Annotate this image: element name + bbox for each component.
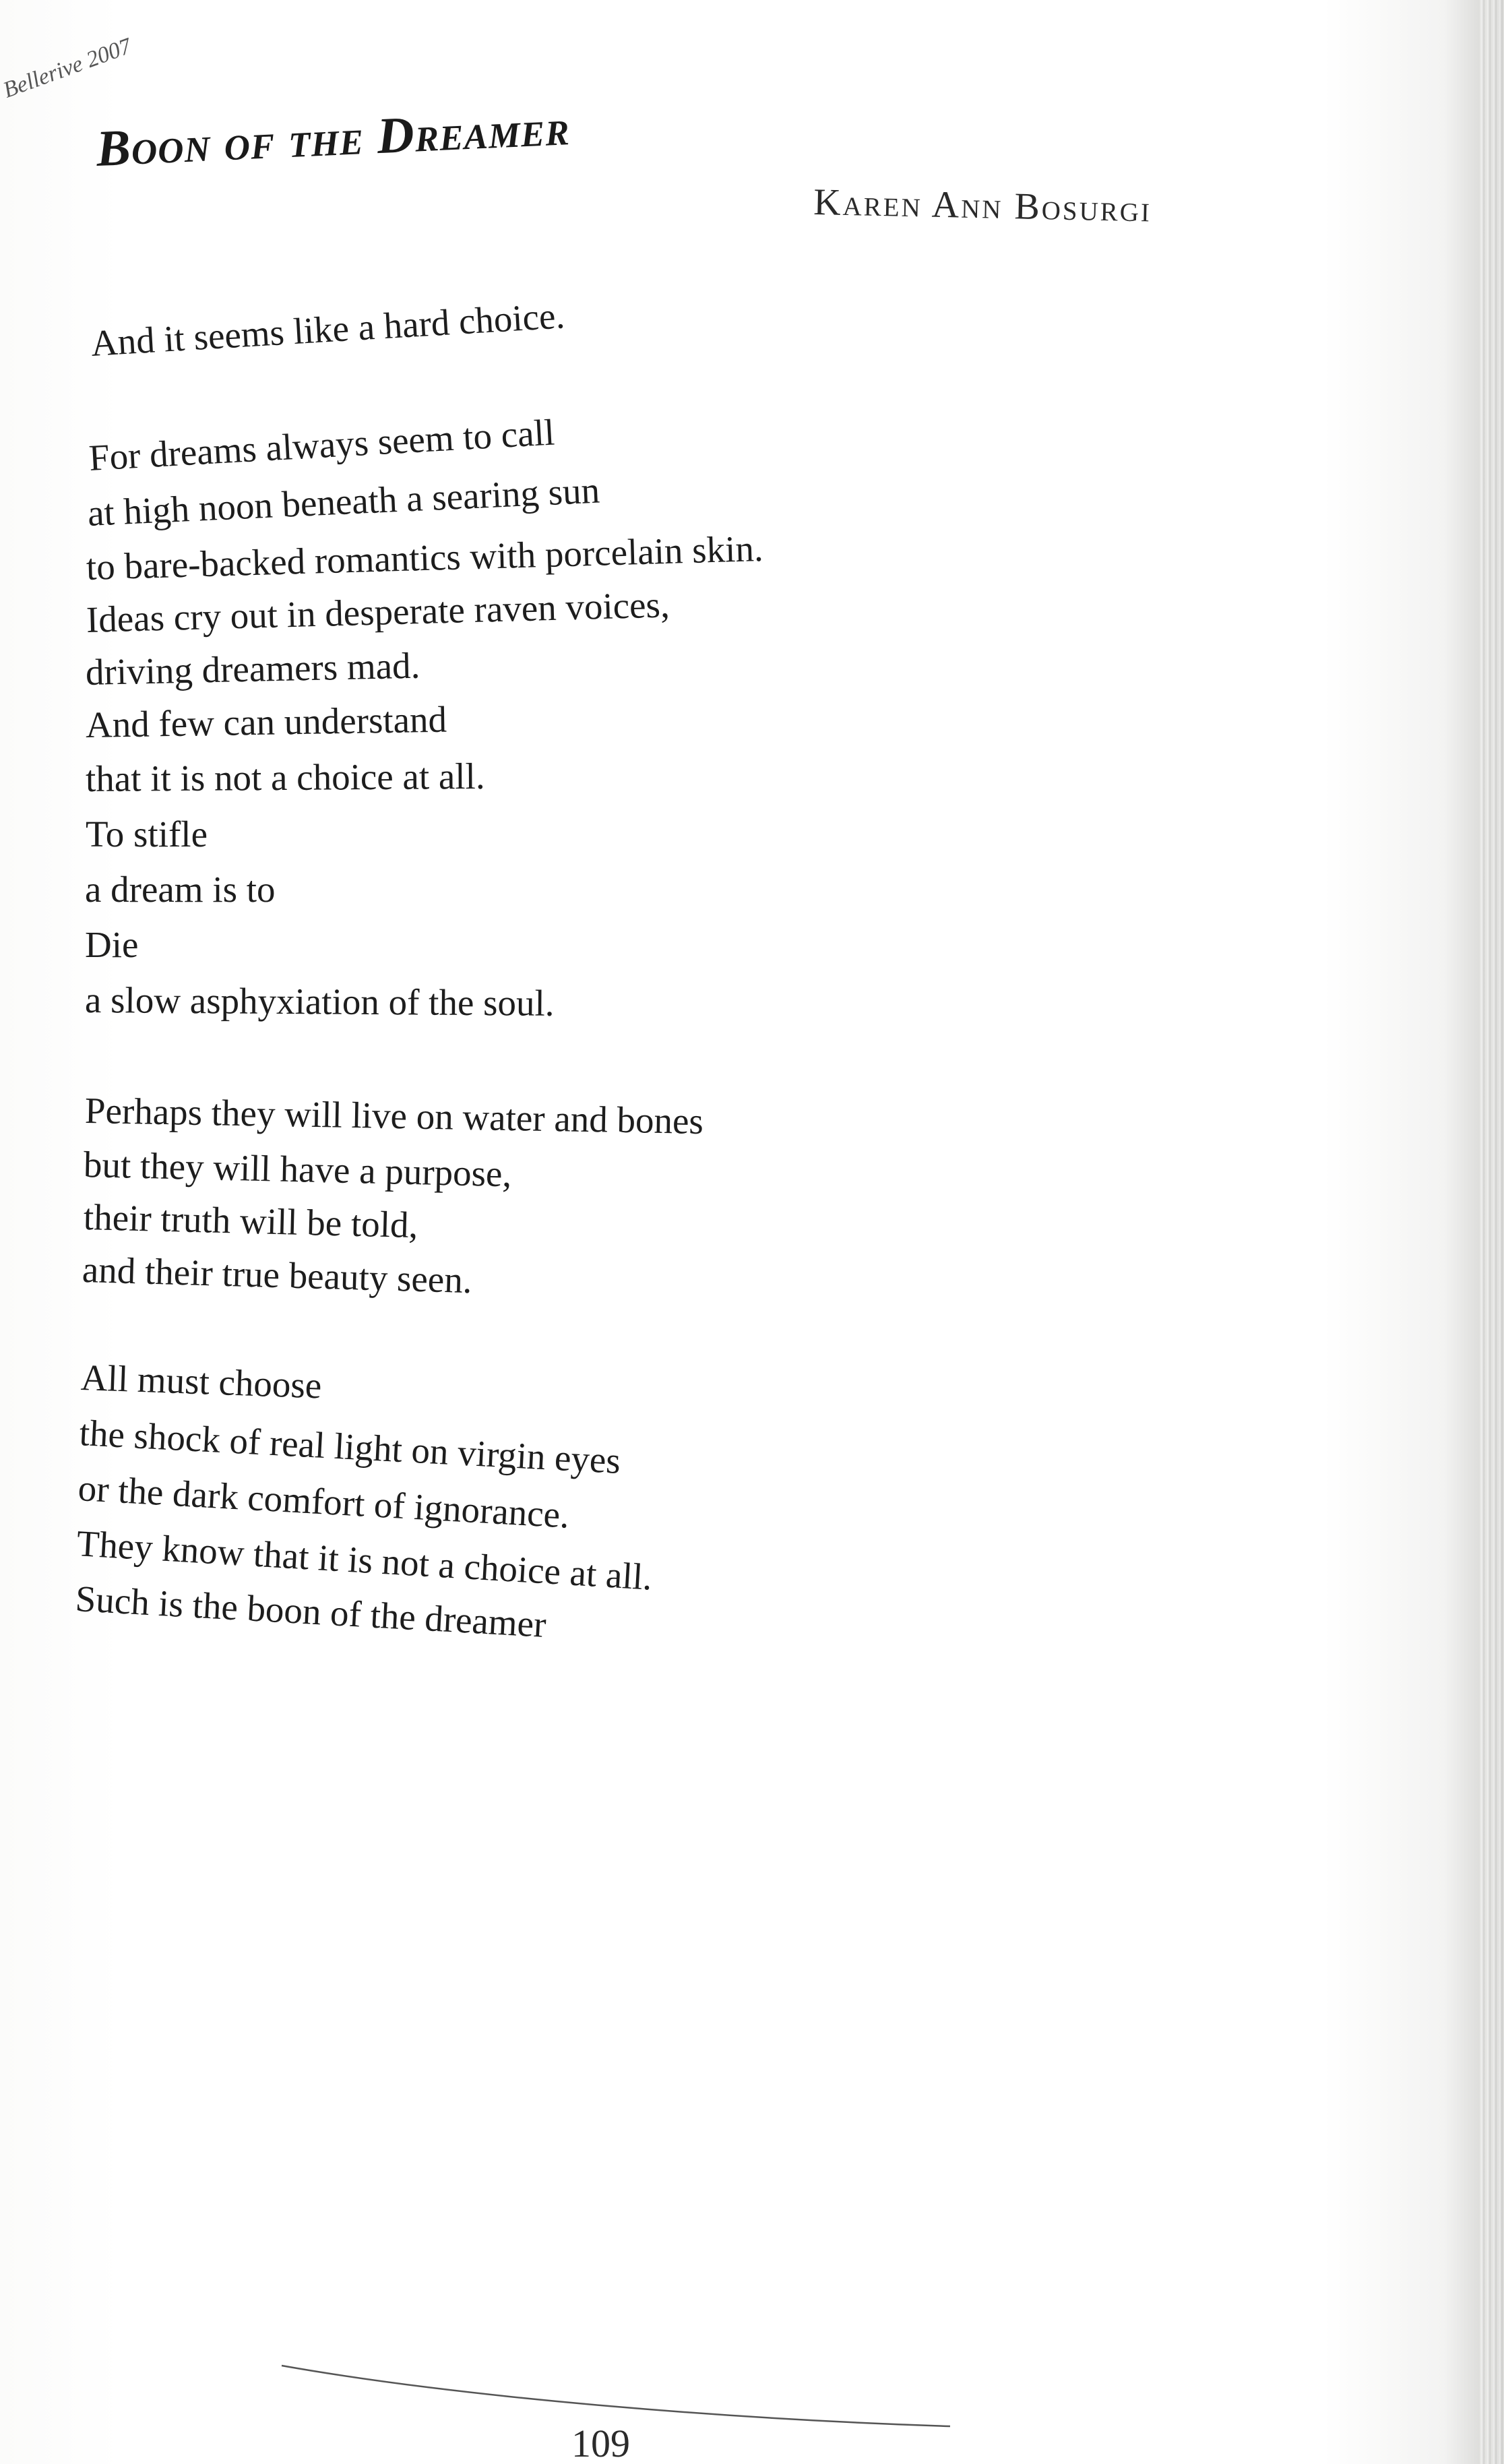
poem-line: And few can understand <box>85 698 447 745</box>
poem-line: Such is the boon of the dreamer <box>74 1578 548 1646</box>
poem-line: Die <box>85 924 139 965</box>
poem-line: They know that it is not a choice at all. <box>75 1522 654 1598</box>
poem-line: to bare-backed romantics with porcelain skin. <box>86 527 764 588</box>
poem-line: the shock of real light on virgin eyes <box>78 1412 622 1482</box>
poem-line: Ideas cry out in desperate raven voices, <box>86 584 670 640</box>
poem-line: For dreams always seem to call <box>88 411 556 479</box>
poem-line: at high noon beneath a searing sun <box>86 469 601 534</box>
poem-line: and their true beauty seen. <box>82 1249 473 1301</box>
poem-line: a dream is to <box>85 869 276 910</box>
poem-line: driving dreamers mad. <box>85 644 420 693</box>
poem-author: Karen Ann Bosurgi <box>813 181 1152 230</box>
poem-title: Boon of the Dreamer <box>95 99 571 178</box>
page-number: 109 <box>571 2422 630 2464</box>
poem-line: And it seems like a hard choice. <box>90 295 566 364</box>
poem-line: a slow asphyxiation of the soul. <box>84 979 555 1024</box>
poem-line: Perhaps they will live on water and bones <box>84 1090 704 1142</box>
poem-line: All must choose <box>80 1357 323 1407</box>
running-head: Bellerive 2007 <box>0 33 135 103</box>
poem-line: but they will have a purpose, <box>83 1144 512 1195</box>
poem-line: their truth will be told, <box>83 1196 419 1246</box>
poem-line: or the dark comfort of ignorance. <box>77 1467 571 1536</box>
poem-line: that it is not a choice at all. <box>85 755 485 799</box>
poem-line: To stifle <box>86 813 208 855</box>
